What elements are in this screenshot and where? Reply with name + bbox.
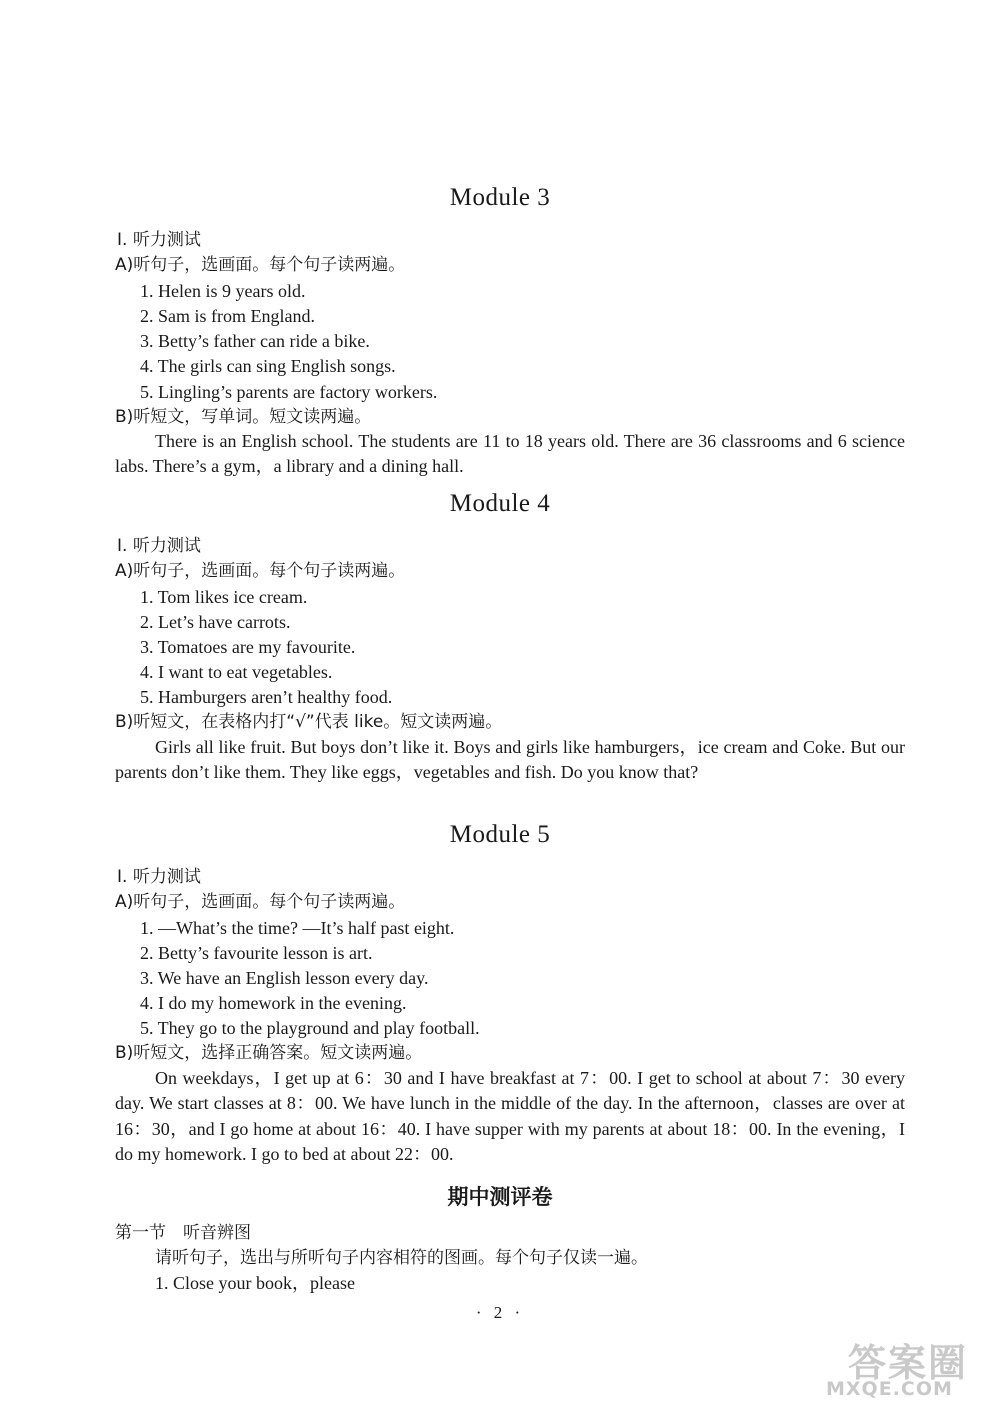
- exam-title: 期中测评卷: [447, 1185, 553, 1209]
- module-4-section: Ⅰ. 听力测试: [117, 536, 201, 556]
- exam-first-item: 1. Close your book，please: [155, 1273, 355, 1293]
- exam-instruction: 请听句子，选出与所听句子内容相符的图画。每个句子仅读一遍。: [155, 1248, 648, 1268]
- watermark-en: MXQE.COM: [826, 1378, 953, 1400]
- module-5-item-5: 5. They go to the playground and play football.: [140, 1018, 480, 1038]
- module-4-item-4: 4. I want to eat vegetables.: [140, 662, 333, 682]
- module-4-item-5: 5. Hamburgers aren’t healthy food.: [140, 687, 393, 707]
- watermark-logo: [818, 1332, 988, 1407]
- module-5-item-1: 1. —What’s the time? —It’s half past eight.: [140, 918, 455, 938]
- module-3-passage-text: There is an English school. The students are 11 to 18 years old. There are 36 classrooms and 6 science labs. There’s a gym，a library and a dining hall.: [115, 431, 905, 477]
- module-4-part-b: B)听短文，在表格内打“√”代表 like。短文读两遍。: [115, 712, 503, 732]
- module-5-part-a: A)听句子，选画面。每个句子读两遍。: [115, 892, 406, 912]
- module-3-part-a: A)听句子，选画面。每个句子读两遍。: [115, 255, 406, 275]
- module-3-item-1: 1. Helen is 9 years old.: [140, 281, 306, 301]
- module-5-passage-text: On weekdays，I get up at 6：30 and I have breakfast at 7：00. I get to school at about 7：30 every day. We start classes at 8：00. We have lunch in the middle of the day. In the afternoon，classes are over at 16：30，and I go home at about 16：40. I have supper with my parents at about 18：00. In the evening，I do my homework. I go to bed at about 22：00.: [115, 1068, 905, 1164]
- module-4-part-a: A)听句子，选画面。每个句子读两遍。: [115, 561, 406, 581]
- module-5-passage: [115, 1066, 905, 1167]
- module-4-item-3: 3. Tomatoes are my favourite.: [140, 637, 356, 657]
- module-3-item-5: 5. Lingling’s parents are factory workers.: [140, 382, 438, 402]
- module-3-section: Ⅰ. 听力测试: [117, 230, 201, 250]
- module-3-part-b: B)听短文，写单词。短文读两遍。: [115, 407, 372, 427]
- module-3-passage: [115, 429, 905, 480]
- exam-section: 第一节 听音辨图: [115, 1223, 251, 1243]
- module-4-item-2: 2. Let’s have carrots.: [140, 612, 291, 632]
- module-4-item-1: 1. Tom likes ice cream.: [140, 587, 308, 607]
- module-4-title: Module 4: [449, 490, 551, 517]
- page-number: · 2 ·: [475, 1303, 525, 1322]
- module-5-section: Ⅰ. 听力测试: [117, 867, 201, 887]
- module-3-title: Module 3: [449, 184, 551, 211]
- module-5-item-3: 3. We have an English lesson every day.: [140, 968, 429, 988]
- module-3-item-2: 2. Sam is from England.: [140, 306, 315, 326]
- module-5-part-b: B)听短文，选择正确答案。短文读两遍。: [115, 1043, 423, 1063]
- module-5-item-4: 4. I do my homework in the evening.: [140, 993, 407, 1013]
- module-3-item-4: 4. The girls can sing English songs.: [140, 356, 396, 376]
- module-4-passage: [115, 735, 905, 786]
- module-5-title: Module 5: [449, 821, 551, 848]
- module-3-item-3: 3. Betty’s father can ride a bike.: [140, 331, 370, 351]
- watermark-cn: 答案圈: [848, 1341, 969, 1385]
- module-4-passage-text: Girls all like fruit. But boys don’t like it. Boys and girls like hamburgers，ice cream and Coke. But our parents don’t like them. They like eggs，vegetables and fish. Do you know that?: [115, 737, 905, 783]
- module-5-item-2: 2. Betty’s favourite lesson is art.: [140, 943, 373, 963]
